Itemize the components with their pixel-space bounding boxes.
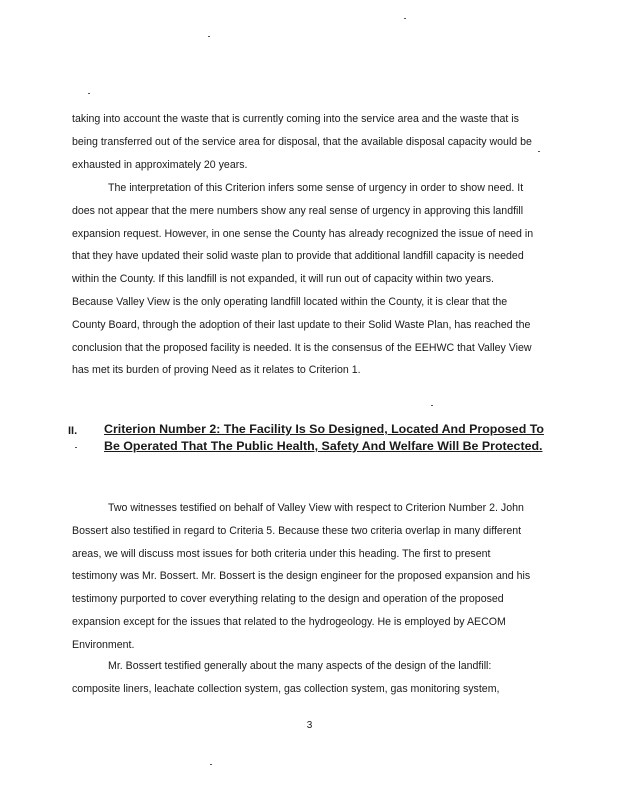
- scan-speck: [88, 93, 90, 94]
- section-heading: Criterion Number 2: The Facility Is So Designed, Located And Proposed To Be Operated That The Public Health, Safety And Welfare Will Be Protected.: [104, 422, 544, 453]
- paragraph-witnesses: Two witnesses testified on behalf of Valley View with respect to Criterion Number 2. John Bossert also testified in regard to Criteria 5. Because these two criteria overlap in many different areas, we will discuss most issues for both criteria under this heading. The first to present testimony was Mr. Bossert. Mr. Bossert is the design engineer for the proposed expansion and his testimony purported to cover everything relating to the design and operation of the proposed expansion except for the issues that related to the hydrogeology. He is employed by AECOM Environment.: [72, 502, 531, 651]
- scan-speck: [208, 36, 210, 37]
- paragraph-urgency-need: The interpretation of this Criterion infers some sense of urgency in order to show need. It does not appear that the mere numbers show any real sense of urgency in approving this landfill expansion request. However, in one sense the County has already recognized the issue of need in that they have updated their solid waste plan to provide that additional landfill capacity is needed within the County. If this landfill is not expanded, it will run out of capacity within two years. Because Valley View is the only operating landfill located within the County, it is clear that the County Board, through the adoption of their last update to their Solid Waste Plan, has reached the conclusion that the proposed facility is needed. It is the consensus of the EEHWC that Valley View has met its burden of proving Need as it relates to Criterion 1.: [72, 182, 534, 377]
- page-number: 3: [306, 720, 313, 731]
- scan-speck: [431, 405, 433, 406]
- scan-speck: [538, 151, 540, 152]
- section-number: II.: [68, 425, 78, 437]
- paragraph-design-aspects: Mr. Bossert testified generally about the many aspects of the design of the landfill: composite liners, leachate collection system, gas collection system, gas monitoring system,: [72, 660, 500, 695]
- scan-speck: [210, 764, 212, 765]
- scan-speck: [75, 447, 77, 448]
- scan-speck: [404, 18, 406, 19]
- paragraph-waste-capacity: taking into account the waste that is currently coming into the service area and the waste that is being transferred out of the service area for disposal, that the available disposal capacity would be exhausted in approximately 20 years.: [72, 113, 532, 171]
